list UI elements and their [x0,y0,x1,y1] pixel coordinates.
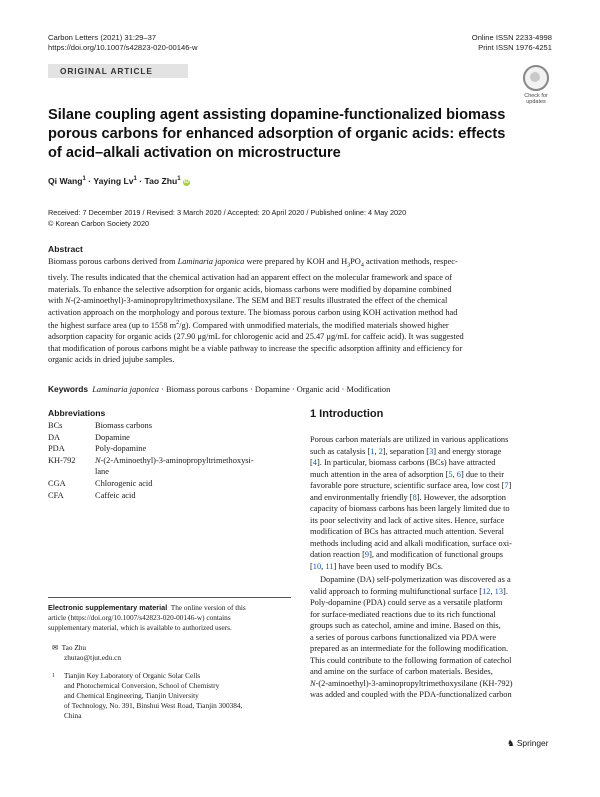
affiliation-line: Tianjin Key Laboratory of Organic Solar Cells [64,671,201,680]
body-line: for surface-mediated reactions due to its rich functional [310,609,496,619]
check-updates-label-2: updates [526,99,546,105]
author-affiliation-mark: 1 [133,176,137,183]
affiliation [52,671,242,721]
abbreviation-value: N-(2-Aminoethyl)-3-aminopropyltrimethoxysi- [95,455,254,465]
author-name[interactable]: Qi Wang [48,176,83,186]
body-line: favorable pore structure, scientific surface area, low cost [7] [310,481,512,490]
springer-horse-icon: ♞ [507,738,515,748]
body-line: and amine on the surface of carbon materials. Besides, [310,667,493,676]
doi-link[interactable]: https://doi.org/10.1007/s42823-020-00146-w [48,43,198,52]
body-line: groups such as catechol, amine and imine. Based on this, [310,621,501,630]
publication-dates [48,208,406,229]
journal-citation: Carbon Letters (2021) 31:29–37 [48,33,157,42]
footnote-divider [48,597,291,598]
affiliation-line: and Photochemical Conversion, School of Chemistry [64,681,220,690]
copyright-line: © Korean Carbon Society 2020 [48,218,150,228]
author-name[interactable]: Tao Zhu [144,176,178,186]
abbreviation-row [48,432,130,444]
introduction-heading: 1 Introduction [310,408,384,420]
abbreviation-value: Chlorogenic acid [95,479,153,488]
abbreviation-key: CGA [48,479,66,488]
publisher-name: Springer [516,738,549,748]
body-line: Porous carbon materials are utilized in various applications [310,435,509,444]
abbreviation-key: BCs [48,421,63,430]
body-line: and environmentally friendly [8]. However, the adsorption [310,492,506,502]
body-line: methods including acid and alkali modification, surface oxi- [310,538,512,548]
mail-icon: ✉ [52,643,59,652]
abbreviation-row [48,420,152,432]
keywords [48,384,390,394]
check-updates-label-1: Check for [524,93,548,99]
body-line: This could contribute to the following formation of catechol [310,655,512,665]
title-line: Silane coupling agent assisting dopamine-functionalized biomass [48,107,506,123]
check-for-updates-button[interactable] [520,65,552,105]
title-line: of acid–alkali activation on microstructure [48,145,341,161]
body-line: Poly-dopamine (PDA) could serve as a versatile platform [310,598,503,607]
body-line: a series of porous carbons functionalized via PDA were [310,632,497,642]
body-line: its poor selectivity and lack of active sites. Hence, surface [310,515,505,525]
corresponding-email[interactable]: zhutao@tjut.edu.cn [64,653,121,662]
print-issn: Print ISSN 1976-4251 [478,43,552,52]
supplementary-note [48,603,288,633]
abbreviation-row [48,443,146,455]
body-line: modification of BCs has attracted much attention. Several [310,527,504,536]
update-icon [523,65,549,91]
body-line: prepared as an intermediate for the following modification. [310,644,509,653]
abstract-line: materials. To enhance the selective adsorption for organic acids, biomass carbons were modified by dopamine combined [48,284,452,294]
abbreviation-key: CFA [48,490,64,500]
affiliation-line: and Chemical Engineering, Tianjin University [64,691,199,700]
abbreviation-row [48,466,109,478]
author-name[interactable]: Yaying Lv [93,176,134,186]
affiliation-number: 1 [52,673,55,679]
abstract-heading: Abstract [48,244,83,254]
abstract-line: organic acids in dried jujube samples. [48,355,175,365]
corresponding-name: Tao Zhu [61,643,87,652]
author-affiliation-mark: 1 [177,176,181,183]
abbreviation-row [48,478,152,490]
abbreviation-value: Dopamine [95,432,130,442]
abstract-line: the highest surface area (up to 1558 $m^2/g$). Compared with unmodified materials, the modified materials showed higher [48,320,449,330]
abstract-line: Biomass porous carbons derived from Laminaria japonica were prepared by KOH and $H_3PO_4$ activation methods, respec- [48,257,458,269]
body-line: was added and coupled with the PDA-functionalized carbon [310,690,512,699]
body-line: much attention in the area of adsorption [5, 6] due to their [310,469,504,479]
corresponding-author [52,643,121,663]
orcid-icon[interactable]: iD [183,179,189,185]
abstract-line: that modification of porous carbons might be a viable pathway to increase the specific adsorption affinity and efficiency for [48,343,463,353]
esm-line[interactable]: article (https://doi.org/10.1007/s42823-020-00146-w) contains [48,613,231,622]
author-affiliation-mark: 1 [82,176,86,183]
abbreviation-value: Caffeic acid [95,490,136,500]
abbreviation-key: PDA [48,444,65,454]
body-line: such as catalysis [1, 2], separation [3] and energy storage [310,446,502,456]
abstract-line: adsorption capacity for organic acids (27.90 μg/mL for chlorogenic acid and 25.47 μg/mL for caffeic acid). It was suggested [48,332,464,342]
abbreviation-row [48,490,136,502]
abbreviation-key: KH-792 [48,455,76,465]
esm-line: The online version of this [170,603,246,612]
abbreviation-row [48,455,254,467]
esm-label: Electronic supplementary material [48,603,168,612]
abstract-body [48,256,553,366]
body-line: Dopamine (DA) self-polymerization was discovered as a [320,575,511,584]
author-list: Qi Wang$^1$ · Yaying $Lv^1$ · Tao Zhu$^1$ iD [48,176,189,186]
keywords-list: Laminaria japonica · Biomass porous carbons · Dopamine · Organic acid · Modification [92,385,391,394]
affiliation-line: of Technology, No. 391, Binshui West Road, Tianjin 300384, [64,701,243,710]
abbreviation-value: Poly-dopamine [95,444,147,454]
dates-line: Received: 7 December 2019 / Revised: 3 March 2020 / Accepted: 20 April 2020 / Published online: 4 May 2020 [48,208,407,217]
abbreviations-heading: Abbreviations [48,408,106,418]
article-title [48,106,518,163]
abbreviation-value: Biomass carbons [95,421,152,430]
affiliation-line: China [64,711,82,720]
publisher-logo [507,738,549,748]
body-line: [10, 11] have been used to modify BCs. [310,561,443,571]
abstract-line: activation approach on the morphology and porous texture. The biomass porous carbon using KOH activation method had [48,307,458,317]
body-line: valid approach to forming multifunctional surface [12, 13]. [310,586,508,596]
abstract-line: with N-(2-aminoethyl)-3-aminopropyltrimethoxysilane. The SEM and BET results illustrated the effect of the chemical [48,296,448,306]
body-line: [4]. In particular, biomass carbons (BCs) have attracted [310,458,496,467]
abstract-line: tively. The results indicated that the chemical activation had an apparent effect on the molecular framework and space of [48,273,453,283]
body-line: N-(2-aminoethyl)-3-aminopropyltrimethoxysilane (KH-792) [310,678,513,688]
keywords-label: Keywords [48,384,89,394]
introduction-body [310,434,553,701]
body-line: capacity of biomass carbons has been largely limited due to [310,504,510,513]
article-type-badge: ORIGINAL ARTICLE [48,64,188,78]
esm-line: supplementary material, which is available to authorized users. [48,623,232,632]
abbreviation-key: DA [48,432,61,442]
body-line: dation reaction [9], and modification of functional groups [310,550,504,559]
online-issn: Online ISSN 2233-4998 [471,33,552,42]
title-line: porous carbons for enhanced adsorption of organic acids: effects [48,126,506,142]
abbreviation-value: lane [95,467,109,477]
